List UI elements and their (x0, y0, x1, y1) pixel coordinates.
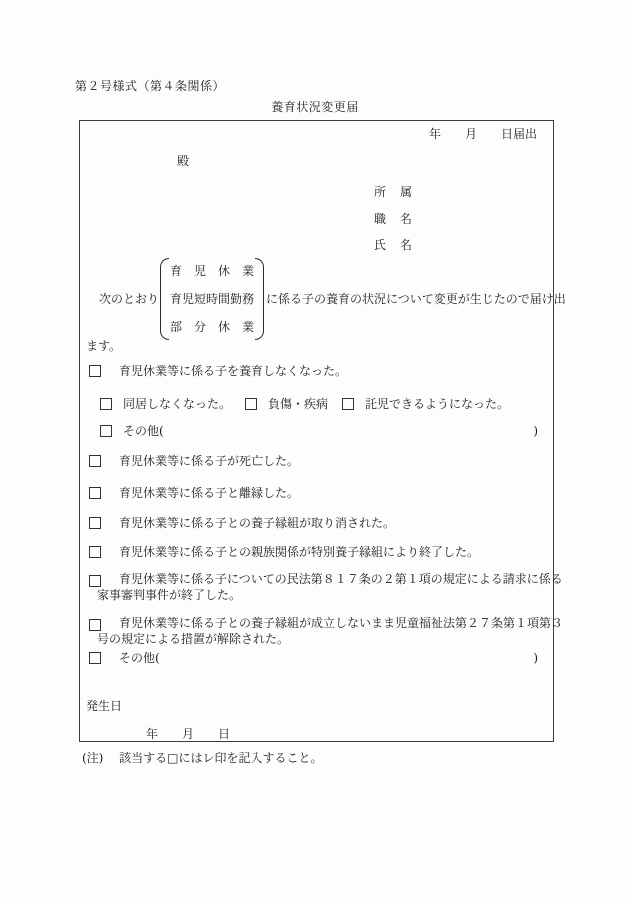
sub-reason-label-other-open: その他( (123, 424, 164, 438)
occurrence-date-line: 年 月 日 (146, 727, 231, 741)
reason-label: 育児休業等に係る子を養育しなくなった。 (119, 364, 348, 378)
report-date-line: 年 月 日届出 (428, 127, 537, 141)
left-bracket (160, 258, 169, 340)
checkbox[interactable] (245, 398, 257, 410)
checkbox[interactable] (89, 652, 101, 664)
right-bracket (255, 258, 264, 340)
sub-reason-label-daycare-available: 託児できるようになった。 (365, 397, 510, 411)
page-title: 養育状況変更届 (271, 100, 359, 114)
field-affiliation-label: 所 属 (374, 185, 414, 199)
checkbox[interactable] (342, 398, 354, 410)
intro-continuation: ます。 (86, 339, 122, 353)
leave-type-childcare-leave: 育 児 休 業 (170, 264, 255, 278)
reason-label-line1: 育児休業等に係る子との養子縁組が成立しないまま児童福祉法第２７条第１項第３ (119, 616, 564, 630)
intro-sentence (99, 257, 566, 341)
reason-subrow-details (100, 397, 509, 411)
reason-label: 育児休業等に係る子との養子縁組が取り消された。 (119, 516, 396, 530)
sub-reason-label-injury-illness: 負傷・疾病 (268, 397, 329, 411)
reason-row-civil-code-case-ended (89, 572, 563, 603)
reason-label: 育児休業等に係る子と離縁した。 (119, 486, 300, 500)
reason-row-kinship-ended (89, 545, 479, 559)
reason-subrow-other (100, 424, 538, 438)
checkbox[interactable] (89, 517, 101, 529)
checkbox[interactable] (89, 546, 101, 558)
reason-row-no-longer-raising (89, 364, 347, 378)
checkbox[interactable] (89, 575, 101, 587)
reason-row-dissolved-relation (89, 486, 299, 500)
checkbox[interactable] (89, 365, 101, 377)
checkbox[interactable] (89, 455, 101, 467)
sub-reason-label-no-cohabit: 同居しなくなった。 (123, 397, 232, 411)
reason-label: 育児休業等に係る子との親族関係が特別養子縁組により終了した。 (119, 545, 480, 559)
checkbox[interactable] (89, 487, 101, 499)
reason-row-other (89, 651, 538, 665)
reason-label-line1: 育児休業等に係る子についての民法第８１７条の２第１項の規定による請求に係る (119, 572, 563, 586)
reason-row-child-died (89, 454, 299, 468)
reason-label-line2: 家事審判事件が終了した。 (97, 587, 242, 602)
other-close-paren: ) (533, 651, 538, 665)
reason-label-line2: 号の規定による措置が解除された。 (97, 631, 290, 646)
leave-type-partial-leave: 部 分 休 業 (170, 320, 255, 334)
occurrence-date-label: 発生日 (86, 699, 123, 713)
checkbox[interactable] (100, 398, 112, 410)
leave-type-shortened-hours: 育児短時間勤務 (170, 292, 255, 306)
field-name-label: 氏 名 (374, 238, 414, 252)
reason-row-welfare-measure-lifted (89, 616, 563, 647)
reason-row-adoption-cancelled (89, 516, 395, 530)
form-box (79, 120, 566, 742)
reason-label: 育児休業等に係る子が死亡した。 (119, 454, 300, 468)
form-number-label: 第２号様式（第４条関係） (75, 79, 226, 93)
intro-suffix: に係る子の養育の状況について変更が生じたので届け出 (266, 292, 566, 306)
intro-prefix: 次のとおり (99, 292, 160, 306)
leave-type-options (169, 257, 255, 341)
addressee-suffix: 殿 (177, 154, 190, 168)
field-job-title-label: 職 名 (374, 212, 414, 226)
reason-label-other-open: その他( (119, 651, 160, 665)
checkbox[interactable] (89, 619, 101, 631)
other-close-paren: ) (533, 424, 538, 438)
checkbox[interactable] (100, 425, 112, 437)
footnote: (注) 該当する□にはレ印を記入すること。 (82, 751, 323, 765)
